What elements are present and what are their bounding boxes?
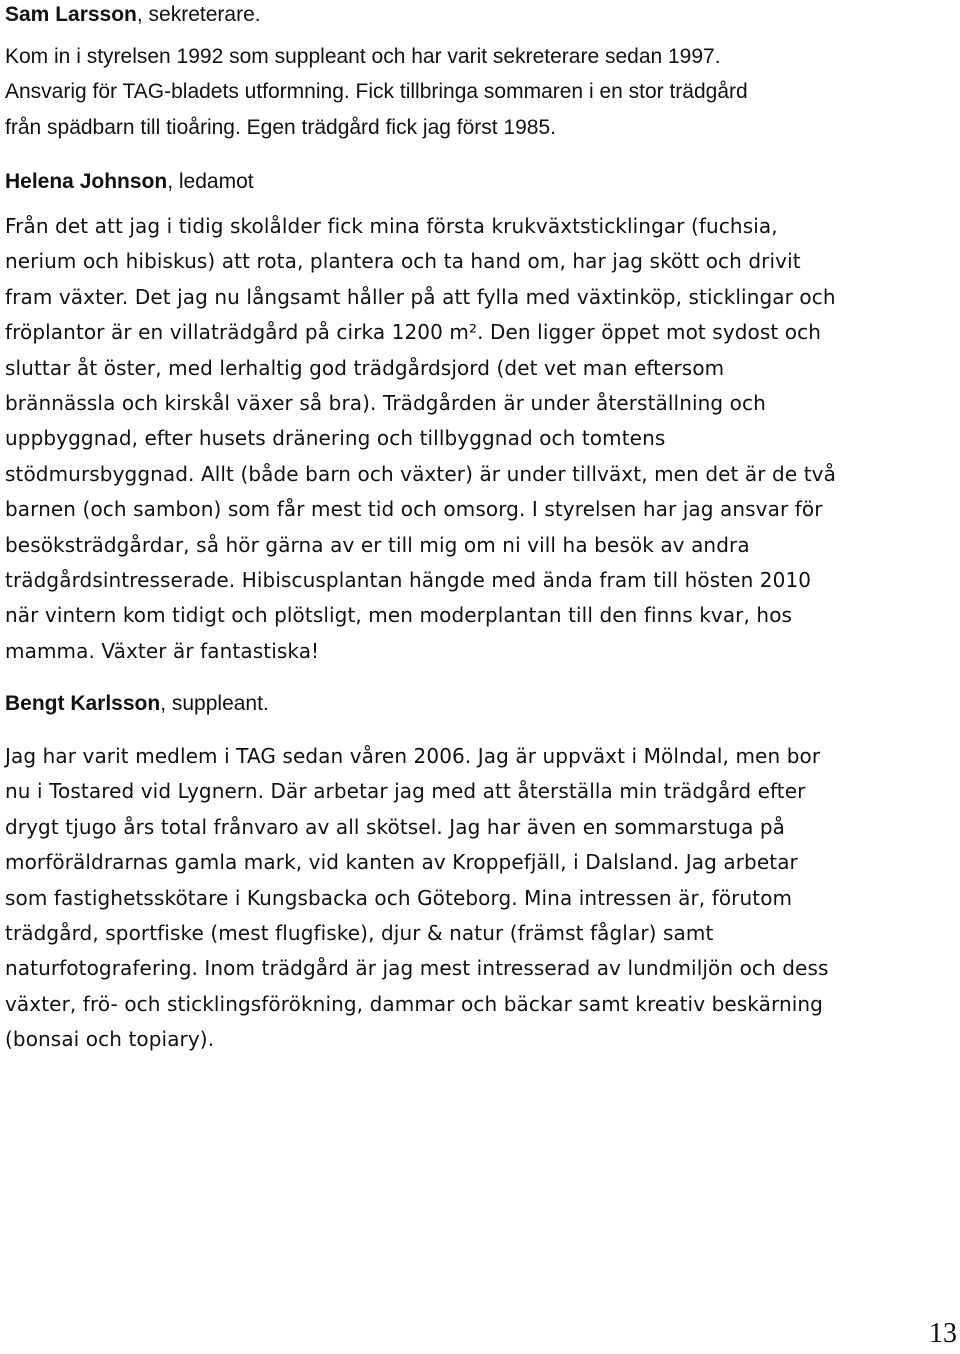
bio-line: Ansvarig för TAG-bladets utformning. Fick tillbringa sommaren i en stor trädgård	[5, 80, 748, 104]
bio-line: brännässla och kirskål växer så bra). Trädgården är under återställning och	[5, 391, 766, 416]
member-bio	[5, 209, 836, 669]
bio-line: som fastighetsskötare i Kungsbacka och Göteborg. Mina intressen är, förutom	[5, 885, 793, 910]
bio-line: nerium och hibiskus) att rota, plantera och ta hand om, har jag skött och drivit	[5, 249, 801, 274]
member-bio	[5, 739, 828, 1058]
bio-line: växter, frö- och sticklingsförökning, dammar och bäckar samt kreativ beskärning	[5, 991, 823, 1016]
member-heading	[5, 0, 957, 32]
bio-line: besöksträdgårdar, så hör gärna av er till mig om ni vill ha besök av andra	[5, 532, 750, 557]
bio-line: mamma. Växter är fantastiska!	[5, 638, 320, 663]
bio-line: Kom in i styrelsen 1992 som suppleant och har varit sekreterare sedan 1997.	[5, 45, 721, 68]
member-role: , sekreterare.	[136, 3, 261, 26]
member-role: , ledamot	[167, 170, 254, 193]
member-bio	[5, 39, 957, 145]
page-number: 13	[929, 1318, 957, 1349]
bio-line: trädgård, sportfiske (mest flugfiske), djur & natur (främst fåglar) samt	[5, 921, 714, 946]
bio-line: från spädbarn till tioåring. Egen trädgård fick jag först 1985.	[5, 115, 556, 139]
bio-line: naturfotografering. Inom trädgård är jag mest intresserad av lundmiljön och dess	[5, 956, 829, 981]
bio-line: nu i Tostared vid Lygnern. Där arbetar jag med att återställa min trädgård efter	[5, 779, 806, 804]
bio-line: Jag har varit medlem i TAG sedan våren 2006. Jag är uppväxt i Mölndal, men bor	[5, 744, 821, 768]
bio-line: barnen (och sambon) som får mest tid och omsorg. I styrelsen har jag ansvar för	[5, 497, 823, 522]
member-name: Helena Johnson	[5, 170, 168, 193]
member-role: , suppleant.	[160, 692, 269, 715]
bio-line: fram växter. Det jag nu långsamt håller på att fylla med växtinköp, sticklingar och	[5, 284, 836, 309]
bio-line: sluttar åt öster, med lerhaltig god trädgårdsjord (det vet man eftersom	[5, 355, 725, 380]
member-section-helena-johnson	[5, 164, 836, 669]
bio-line: när vintern kom tidigt och plötsligt, men moderplantan till den finns kvar, hos	[5, 603, 793, 628]
document-page	[5, 0, 957, 1052]
bio-line: fröplantor är en villaträdgård på cirka 1200 m². Den ligger öppet mot sydost och	[5, 320, 822, 345]
bio-line: drygt tjugo års total frånvaro av all skötsel. Jag har även en sommarstuga på	[5, 814, 786, 839]
bio-line: Från det att jag i tidig skolålder fick mina första krukväxtsticklingar (fuchsia,	[5, 214, 778, 238]
bio-line: (bonsai och topiary).	[5, 1027, 215, 1052]
member-section-bengt-karlsson	[5, 686, 828, 1058]
member-heading	[5, 164, 836, 199]
bio-line: stödmursbyggnad. Allt (både barn och växter) är under tillväxt, men det är de två	[5, 461, 836, 486]
member-name: Bengt Karlsson	[5, 692, 161, 715]
member-section-sam-larsson	[5, 0, 957, 145]
member-heading	[5, 686, 828, 721]
member-name: Sam Larsson	[5, 3, 137, 26]
bio-line: trädgårdsintresserade. Hibiscusplantan hängde med ända fram till hösten 2010	[5, 568, 812, 593]
bio-line: uppbyggnad, efter husets dränering och tillbyggnad och tomtens	[5, 426, 666, 451]
bio-line: morföräldrarnas gamla mark, vid kanten av Kroppefjäll, i Dalsland. Jag arbetar	[5, 850, 798, 875]
